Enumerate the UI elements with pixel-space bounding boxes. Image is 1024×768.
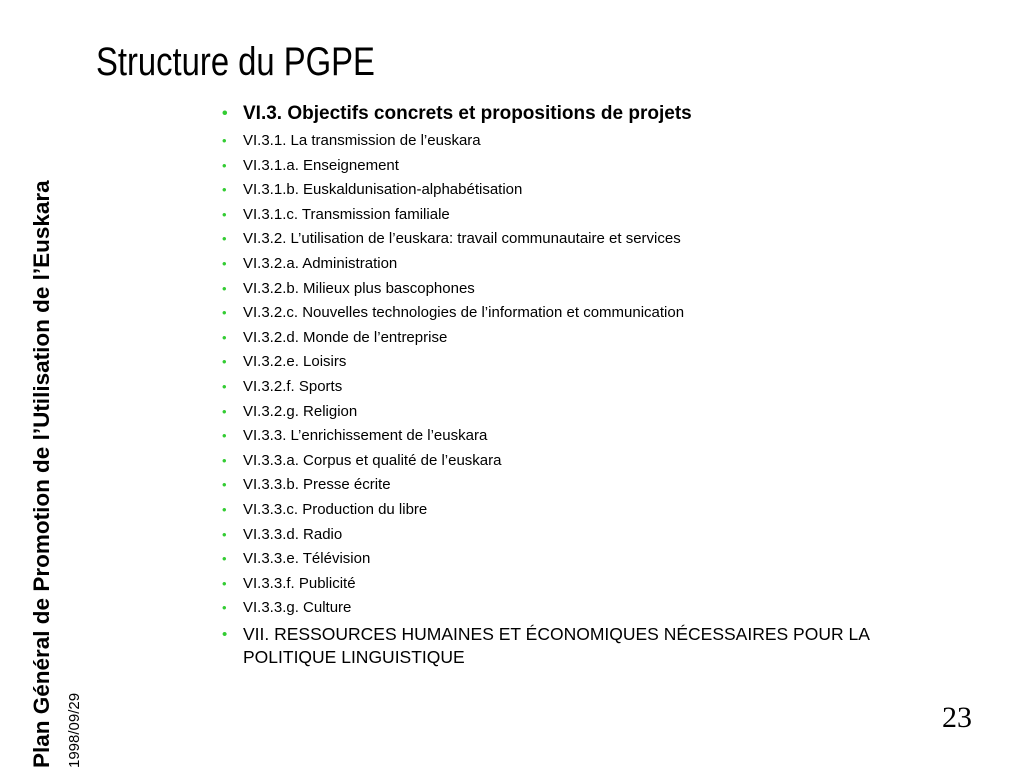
bullet-icon: •	[222, 551, 227, 567]
list-item-text: VI.3.1.a. Enseignement	[243, 156, 399, 174]
list-item-text: VI.3.3.b. Presse écrite	[243, 476, 391, 494]
list-item-text: VI.3.2.g. Religion	[243, 402, 358, 420]
list-item-text: VI.3.2. L’utilisation de l’euskara: travail communautaire et services	[243, 230, 681, 248]
outline-final-item	[222, 623, 952, 669]
bullet-icon: •	[222, 255, 227, 271]
list-item	[222, 547, 952, 572]
list-item-text: VI.3.3.a. Corpus et qualité de l’euskara	[243, 451, 502, 469]
list-item	[222, 252, 952, 277]
list-item	[222, 596, 952, 621]
list-item	[222, 523, 952, 548]
list-item	[222, 473, 952, 498]
bullet-icon: •	[222, 378, 227, 394]
bullet-icon: •	[222, 105, 228, 122]
list-item	[222, 350, 952, 375]
list-item	[222, 424, 952, 449]
list-item	[222, 129, 952, 154]
bullet-icon: •	[222, 501, 227, 517]
list-item	[222, 227, 952, 252]
list-item	[222, 277, 952, 302]
bullet-icon: •	[222, 403, 227, 419]
bullet-icon: •	[222, 477, 227, 493]
bullet-icon: •	[222, 452, 227, 468]
slide-title: Structure du PGPE	[96, 40, 375, 84]
bullet-icon: •	[222, 526, 227, 542]
list-item-text: VI.3.2.b. Milieux plus bascophones	[243, 279, 475, 297]
bullet-icon: •	[222, 329, 227, 345]
list-item-text: VI.3.1.c. Transmission familiale	[243, 205, 450, 223]
bullet-icon: •	[222, 428, 227, 444]
list-item-text: VI.3.2.d. Monde de l’entreprise	[243, 328, 448, 346]
list-item	[222, 203, 952, 228]
bullet-icon: •	[222, 575, 227, 591]
list-item	[222, 326, 952, 351]
page-number: 23	[942, 701, 972, 734]
list-item-text: VI.3.3.e. Télévision	[243, 550, 371, 568]
outline-list	[222, 102, 952, 669]
list-item-text: VI.3.2.c. Nouvelles technologies de l’information et communication	[243, 304, 685, 322]
sidebar-date: 1998/09/29	[66, 692, 83, 768]
sidebar-title: Plan Général de Promotion de l’Utilisation de l’Euskara	[29, 180, 54, 768]
bullet-icon: •	[222, 354, 227, 370]
list-item-text: VI.3.1. La transmission de l’euskara	[243, 132, 481, 149]
list-item-text: VI.3.3.c. Production du libre	[243, 500, 428, 518]
list-item	[222, 498, 952, 523]
list-item-text: VI.3.3.f. Publicité	[243, 574, 356, 592]
list-item	[222, 400, 952, 425]
list-item-text: VI.3.3. L’enrichissement de l’euskara	[243, 427, 488, 445]
outline-heading-item	[222, 102, 952, 126]
list-item	[222, 154, 952, 179]
list-item-text: VI.3.3.g. Culture	[243, 599, 352, 617]
bullet-icon: •	[222, 206, 227, 222]
bullet-icon: •	[222, 182, 227, 198]
list-item-text: VI.3.2.e. Loisirs	[243, 353, 347, 371]
list-item	[222, 449, 952, 474]
list-item	[222, 301, 952, 326]
list-item-text: VI.3.2.f. Sports	[243, 377, 343, 395]
list-item	[222, 375, 952, 400]
outline-final-text: VII. RESSOURCES HUMAINES ET ÉCONOMIQUES NÉCESSAIRES POUR LA POLITIQUE LINGUISTIQUE	[243, 623, 869, 667]
list-item-text: VI.3.1.b. Euskaldunisation-alphabétisation	[243, 181, 523, 199]
bullet-icon: •	[222, 231, 227, 247]
bullet-icon: •	[222, 600, 227, 616]
list-item-text: VI.3.2.a. Administration	[243, 254, 398, 272]
outline-heading-text: VI.3. Objectifs concrets et propositions de projets	[243, 103, 692, 124]
bullet-icon: •	[222, 280, 227, 296]
list-item-text: VI.3.3.d. Radio	[243, 525, 343, 543]
bullet-icon: •	[222, 157, 227, 173]
bullet-icon: •	[222, 133, 227, 148]
bullet-icon: •	[222, 305, 227, 321]
list-item	[222, 572, 952, 597]
list-item	[222, 178, 952, 203]
bullet-icon: •	[222, 625, 228, 643]
